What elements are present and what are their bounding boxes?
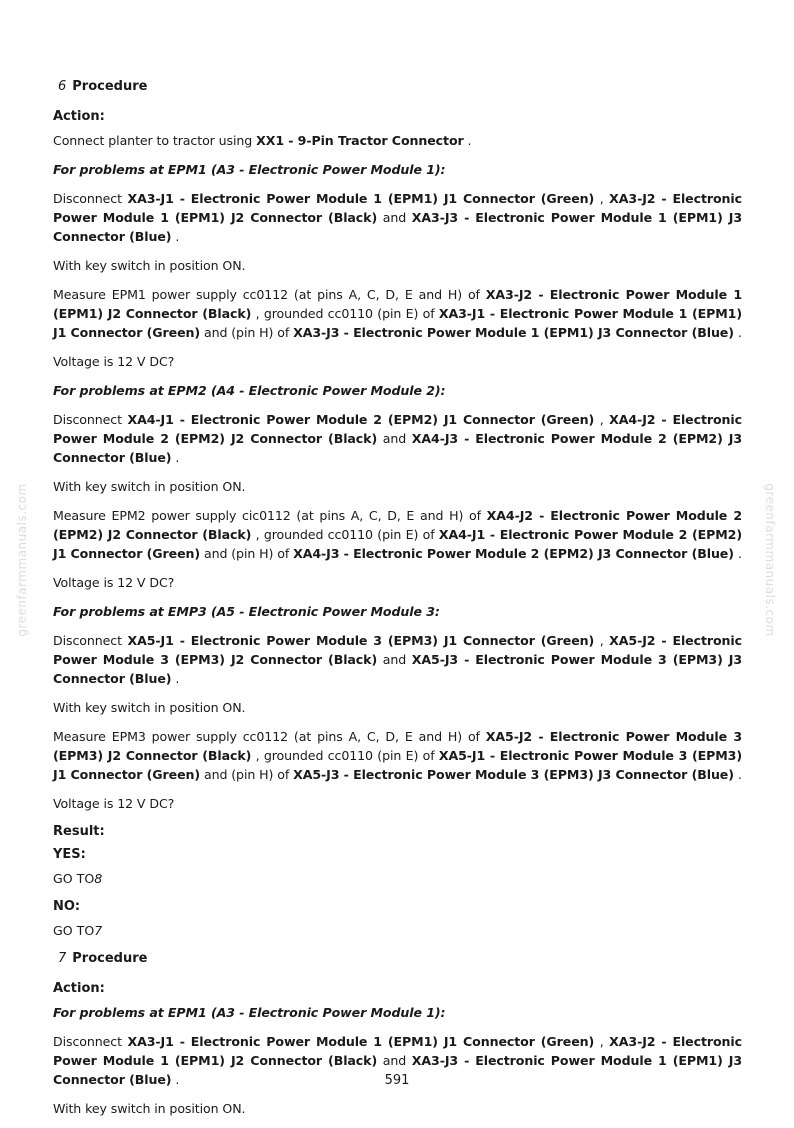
connector-link[interactable]: XA3-J3 - Electronic Power Module 1 (EPM1) J3 Connector (Blue) — [53, 210, 742, 244]
step7-epm1-key-switch: With key switch in position ON. — [53, 1101, 246, 1116]
epm1-key-switch: With key switch in position ON. — [53, 258, 246, 273]
action-label: Action: — [53, 981, 105, 996]
connect-instruction: Connect planter to tractor using XX1 - 9-Pin Tractor Connector . — [53, 133, 472, 148]
epm1-measure: Measure EPM1 power supply cc0112 (at pins A, C, D, E and H) of XA3-J2 - Electronic Power Module 1 (EPM1) J2 Connector (Black) , grounded cc0110 (pin E) of XA3-J1 - Electronic Power Module 1 (EPM1) J1 Connector (Green) and (pin H) of XA3-J3 - Electronic Power Module 1 (EPM1) J3 Connector (Blue) . — [53, 287, 742, 340]
connector-link[interactable]: XA5-J3 - Electronic Power Module 3 (EPM3) J3 Connector (Blue) — [53, 652, 742, 686]
connector-link[interactable]: XX1 - 9-Pin Tractor Connector — [256, 133, 464, 148]
connector-link[interactable]: XA3-J2 - Electronic Power Module 1 (EPM1) J2 Connector (Black) — [53, 1034, 742, 1068]
step-title: Procedure — [72, 951, 148, 966]
connector-link[interactable]: XA3-J1 - Electronic Power Module 1 (EPM1) J1 Connector (Green) — [53, 306, 742, 340]
epm1-voltage-question: Voltage is 12 V DC? — [53, 354, 175, 369]
yes-label: YES: — [53, 847, 86, 862]
epm3-disconnect: Disconnect XA5-J1 - Electronic Power Module 3 (EPM3) J1 Connector (Green) , XA5-J2 - Electronic Power Module 3 (EPM3) J2 Connector (Black) and XA5-J3 - Electronic Power Module 3 (EPM3) J3 Connector (Blue) . — [53, 633, 742, 686]
step-number: 7 — [58, 951, 67, 966]
connector-link[interactable]: XA4-J2 - Electronic Power Module 2 (EPM2) J2 Connector (Black) — [53, 412, 742, 446]
yes-goto[interactable]: GO TO8 — [53, 871, 103, 886]
connector-link[interactable]: XA4-J1 - Electronic Power Module 2 (EPM2) J1 Connector (Green) — [53, 527, 742, 561]
epm3-measure: Measure EPM3 power supply cc0112 (at pins A, C, D, E and H) of XA5-J2 - Electronic Power Module 3 (EPM3) J2 Connector (Black) , grounded cc0110 (pin E) of XA5-J1 - Electronic Power Module 3 (EPM3) J1 Connector (Green) and (pin H) of XA5-J3 - Electronic Power Module 3 (EPM3) J3 Connector (Blue) . — [53, 729, 742, 782]
connector-link[interactable]: XA5-J2 - Electronic Power Module 3 (EPM3) J2 Connector (Black) — [53, 633, 742, 667]
goto-step-link[interactable]: 8 — [94, 871, 103, 886]
connector-link[interactable]: XA4-J3 - Electronic Power Module 2 (EPM2) J3 Connector (Blue) — [53, 431, 742, 465]
epm2-voltage-question: Voltage is 12 V DC? — [53, 575, 175, 590]
goto-step-link[interactable]: 7 — [94, 923, 103, 938]
epm2-key-switch: With key switch in position ON. — [53, 479, 246, 494]
no-goto[interactable]: GO TO7 — [53, 923, 103, 938]
step-7-header — [58, 950, 742, 968]
epm1-heading: For problems at EPM1 (A3 - Electronic Power Module 1): — [53, 162, 446, 177]
epm3-voltage-question: Voltage is 12 V DC? — [53, 796, 175, 811]
connector-link[interactable]: XA3-J3 - Electronic Power Module 1 (EPM1) J3 Connector (Blue) — [53, 1053, 742, 1087]
connector-link[interactable]: XA5-J3 - Electronic Power Module 3 (EPM3) J3 Connector (Blue) — [293, 767, 734, 782]
action-label: Action: — [53, 109, 105, 124]
epm3-heading: For problems at EMP3 (A5 - Electronic Power Module 3: — [53, 604, 440, 619]
epm3-key-switch: With key switch in position ON. — [53, 700, 246, 715]
connector-link[interactable]: XA5-J1 - Electronic Power Module 3 (EPM3) J1 Connector (Green) — [127, 633, 595, 648]
connector-link[interactable]: XA3-J2 - Electronic Power Module 1 (EPM1) J2 Connector (Black) — [53, 191, 742, 225]
step7-epm1-heading: For problems at EPM1 (A3 - Electronic Power Module 1): — [53, 1005, 446, 1020]
connector-link[interactable]: XA3-J3 - Electronic Power Module 1 (EPM1) J3 Connector (Blue) — [293, 325, 734, 340]
connector-link[interactable]: XA3-J1 - Electronic Power Module 1 (EPM1) J1 Connector (Green) — [127, 1034, 595, 1049]
watermark-left: greenfarmmanuals.com — [15, 483, 29, 637]
epm1-disconnect: Disconnect XA3-J1 - Electronic Power Module 1 (EPM1) J1 Connector (Green) , XA3-J2 - Electronic Power Module 1 (EPM1) J2 Connector (Black) and XA3-J3 - Electronic Power Module 1 (EPM1) J3 Connector (Blue) . — [53, 191, 742, 244]
connector-link[interactable]: XA5-J1 - Electronic Power Module 3 (EPM3) J1 Connector (Green) — [53, 748, 742, 782]
step-6-header — [58, 78, 742, 96]
connector-link[interactable]: XA3-J2 - Electronic Power Module 1 (EPM1) J2 Connector (Black) — [53, 287, 742, 321]
epm2-heading: For problems at EPM2 (A4 - Electronic Power Module 2): — [53, 383, 446, 398]
manual-page — [53, 78, 742, 1128]
watermark-right: greenfarmmanuals.com — [763, 483, 777, 637]
connector-link[interactable]: XA5-J2 - Electronic Power Module 3 (EPM3) J2 Connector (Black) — [53, 729, 742, 763]
connector-link[interactable]: XA4-J3 - Electronic Power Module 2 (EPM2) J3 Connector (Blue) — [293, 546, 734, 561]
epm2-disconnect: Disconnect XA4-J1 - Electronic Power Module 2 (EPM2) J1 Connector (Green) , XA4-J2 - Electronic Power Module 2 (EPM2) J2 Connector (Black) and XA4-J3 - Electronic Power Module 2 (EPM2) J3 Connector (Blue) . — [53, 412, 742, 465]
connector-link[interactable]: XA3-J1 - Electronic Power Module 1 (EPM1) J1 Connector (Green) — [127, 191, 595, 206]
no-label: NO: — [53, 899, 81, 914]
step-number: 6 — [58, 79, 67, 94]
connector-link[interactable]: XA4-J1 - Electronic Power Module 2 (EPM2) J1 Connector (Green) — [127, 412, 595, 427]
step-title: Procedure — [72, 79, 148, 94]
result-label: Result: — [53, 824, 105, 839]
page-number: 591 — [384, 1073, 410, 1088]
connector-link[interactable]: XA4-J2 - Electronic Power Module 2 (EPM2) J2 Connector (Black) — [53, 508, 742, 542]
step7-epm1-disconnect: Disconnect XA3-J1 - Electronic Power Module 1 (EPM1) J1 Connector (Green) , XA3-J2 - Electronic Power Module 1 (EPM1) J2 Connector (Black) and XA3-J3 - Electronic Power Module 1 (EPM1) J3 Connector (Blue) . — [53, 1034, 742, 1087]
epm2-measure: Measure EPM2 power supply cic0112 (at pins A, C, D, E and H) of XA4-J2 - Electronic Power Module 2 (EPM2) J2 Connector (Black) , grounded cc0110 (pin E) of XA4-J1 - Electronic Power Module 2 (EPM2) J1 Connector (Green) and (pin H) of XA4-J3 - Electronic Power Module 2 (EPM2) J3 Connector (Blue) . — [53, 508, 742, 561]
